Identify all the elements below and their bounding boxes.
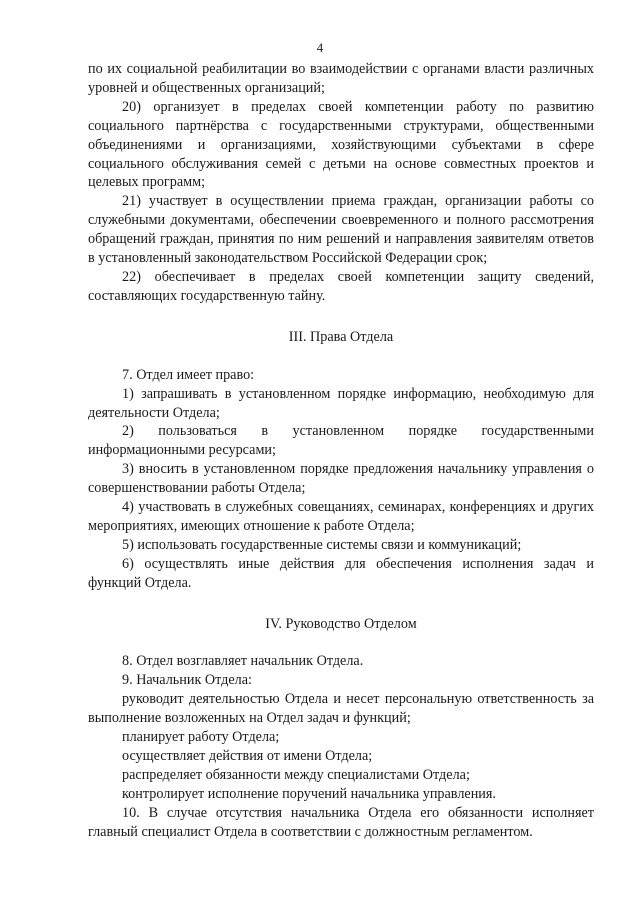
- paragraph-9: 9. Начальник Отдела:: [122, 672, 252, 689]
- duty-item-2: планирует работу Отдела;: [122, 729, 280, 746]
- duty-item-5: контролирует исполнение поручений начальника управления.: [122, 785, 496, 802]
- paragraph-10: 10. В случае отсутствия начальника Отдела его обязанности исполняет главный специалист Отдела в соответствии с должностным регламентом.: [88, 804, 594, 840]
- paragraph-item-22: 22) обеспечивает в пределах своей компетенции защиту сведений, составляющих государственную тайну.: [88, 268, 594, 304]
- paragraph-item-20: 20) организует в пределах своей компетенции работу по развитию социального партнёрства с государственными структурами, общественными объединениями и организациями, хозяйствующими субъектами в сфере социального обслуживания семей с детьми на основе совместных проектов и целевых программ;: [88, 98, 594, 191]
- right-item-5: 5) использовать государственные системы связи и коммуникаций;: [122, 536, 522, 553]
- duty-item-4: распределяет обязанности между специалистами Отдела;: [122, 766, 470, 783]
- duty-item-1: руководит деятельностью Отдела и несет персональную ответственность за выполнение возложенных на Отдел задач и функций;: [88, 691, 594, 727]
- right-item-3: 3) вносить в установленном порядке предложения начальнику управления о совершенствовании работы Отдела;: [88, 461, 594, 497]
- paragraph-7: 7. Отдел имеет право:: [122, 366, 255, 383]
- right-item-1: 1) запрашивать в установленном порядке информацию, необходимую для деятельности Отдела;: [88, 385, 594, 421]
- section-heading-rights: III. Права Отдела: [288, 328, 394, 345]
- right-item-6: 6) осуществлять иные действия для обеспечения исполнения задач и функций Отдела.: [88, 555, 594, 591]
- right-item-2: 2) пользоваться в установленном порядке государственными информационными ресурсами;: [88, 423, 594, 459]
- paragraph-8: 8. Отдел возглавляет начальник Отдела.: [122, 653, 364, 670]
- page-number: 4: [316, 40, 324, 55]
- document-body: [88, 60, 594, 842]
- right-item-4: 4) участвовать в служебных совещаниях, семинарах, конференциях и других мероприятиях, имеющих отношение к работе Отдела;: [88, 499, 594, 534]
- paragraph-item-21: 21) участвует в осуществлении приема граждан, организации работы со служебными документами, обеспечении своевременного и полного рассмотрения обращений граждан, принятия по ним решений и направления заявителям ответов в установленный законодательством Российской Федерации срок;: [88, 193, 594, 267]
- paragraph-continuation: по их социальной реабилитации во взаимодействии с органами власти различных уровней и общественных организаций;: [88, 61, 594, 96]
- duty-item-3: осуществляет действия от имени Отдела;: [122, 748, 373, 764]
- section-heading-management: IV. Руководство Отделом: [265, 615, 417, 632]
